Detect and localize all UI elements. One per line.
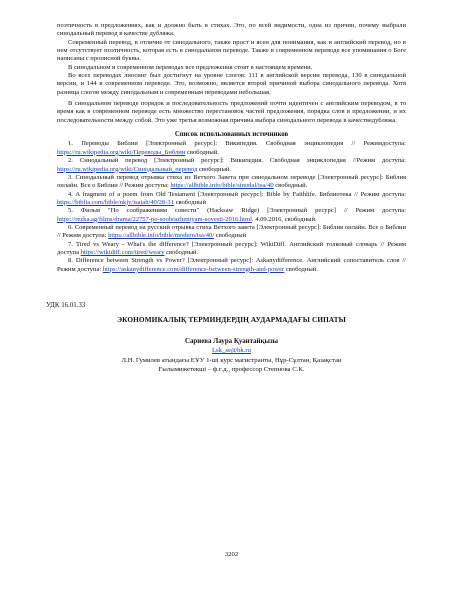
reference-link[interactable]: https://biblia.com/bible/nkjv/isaiah/40/28-31 <box>57 198 174 206</box>
author-email-line <box>57 347 406 355</box>
reference-link[interactable]: https://allbible.info/bible/modern/isa/40/ <box>108 232 215 240</box>
reference-number: 8. <box>68 257 73 265</box>
reference-tail: свободный. <box>284 265 318 273</box>
reference-tail: свободный. <box>197 165 232 173</box>
reference-text: Синодальный перевод [Электронный ресурс]: Википедия. Свободная энциклопедия //Режим доступа: <box>79 157 406 165</box>
reference-link[interactable]: https://askanydifference.com/difference-between-strength-and-power <box>102 265 285 273</box>
reference-number: 4. <box>68 190 73 198</box>
article-title: ЭКОНОМИКАЛЫҚ ТЕРМИНДЕРДІҢ АУДАРМАДАҒЫ СИПАТЫ <box>117 315 346 325</box>
author-name: Сариева Лаура Қуантайқызы <box>185 337 278 345</box>
paragraph: В синодальном и современном переводах все предложения стоят в настоящем времени. <box>68 63 313 71</box>
references-title: Список использованных источников <box>174 131 289 139</box>
reference-item <box>57 140 406 157</box>
reference-link[interactable]: https://ru.wikipedia.org/wiki/Синодальный_перевод <box>57 165 198 173</box>
reference-text: Переводы Библии [Электронный ресурс]: Википедия. Свободная энциклопедия // Режимдоступа: <box>81 140 406 148</box>
reference-text: A fragment of a poem from Old Testament [Электронный ресурс]: Bible by Faithlife. Библиотека // Режим доступа: <box>75 190 406 198</box>
reference-item <box>57 191 406 208</box>
reference-number: 5. <box>68 207 73 215</box>
reference-text: Синодальный перевод отрывка стиха из Ветхого Завета при синодальном переводе [Электронный ресурс]: Библия онлайн. Все о Библии // Режим доступа: <box>57 173 407 190</box>
paragraph: поэтичность в предложениях, как и должно быть в стихах. Это, по всей видимости, одна из причин, почему выбрали синодальный перевод в качестве дубляжа. <box>57 22 406 38</box>
reference-number: 6. <box>68 223 73 231</box>
body-text <box>46 22 407 374</box>
reference-item <box>57 207 406 224</box>
paragraph: Современный перевод, в отличие от синодального, также прост и ясен для понимания, как и английский перевод, но в нем отсутствует поэтичность, которая есть в синодальном переводе. Также в современном переводе все упоминания о Боге написаны с прописной буквы. <box>57 38 406 63</box>
references-list <box>57 140 406 274</box>
reference-item <box>57 257 406 274</box>
author-affiliation: Л.Н. Гумилев атындағы ЕҰУ 1-ші курс магистранты, Нұр-Сұлтан, Қазақстан <box>121 357 342 365</box>
reference-text: Фильм "По соображениям совести" (Hacksaw Ridge) [Электронный ресурс] // Режим доступа: <box>80 207 406 215</box>
reference-tail: свободный. <box>164 248 199 256</box>
reference-tail: свободный <box>173 198 206 206</box>
scientific-supervisor: Ғылымижетекші – ф.ғ.д., профессор Степнова С.К. <box>158 365 305 373</box>
reference-item <box>57 157 406 174</box>
reference-link[interactable]: https://wikidiff.com/tired/weary <box>80 248 165 256</box>
reference-number: 3. <box>68 173 73 181</box>
reference-tail: свободный <box>214 232 247 240</box>
udc-code: УДК 16.01.33 <box>46 301 86 309</box>
reference-link[interactable]: https://ru.wikipedia.org/wiki/Переводы_Библии <box>57 148 186 156</box>
reference-link[interactable]: https://allbible.info/bible/sinodal/isa/40 <box>170 182 274 190</box>
reference-tail: свободный. <box>273 182 308 190</box>
reference-text: Tired vs Weary - What's the difference? [Электронный ресурс]: WikiDiff. Английский толковый словарь // Режим доступа <box>57 240 406 256</box>
reference-text: Difference between Strength vs Power? [Электронный ресурс]: Askanydifference. Английский сопоставитель слов // Режим доступа: <box>57 257 406 273</box>
paragraph: В синодальном переводе порядок и последовательность предложений почти идентичен с английским переводом, в то время как в современном переводе есть множество перестановок частей предложения, порядка слов в предложении, и их последовательности между собой. Это уже третья возможная причина выбора синодального перевода в качестведубляжа. <box>57 100 406 124</box>
paragraph: Во всех переводах лиосинг был достигнут на уровне слогов: 111 в английской версии перевода, 130 в синодальной версии, и 144 в современном переводе. Это, возможно, является второй причиной выбора синодального перевода. Хотя разница слогов между синодальным и современным переводами небольшая. <box>57 72 406 96</box>
reference-item <box>57 241 406 258</box>
reference-text: Современный перевод на русский отрывка стиха Ветхого завета [Электронный ресурс]: Библия онлайн. Все о Библии // Режим доступа: <box>57 223 406 240</box>
reference-link[interactable]: https://rezka.ag/films/drama/22757-po-soobrazheniyam-sovesti-2016.html <box>57 215 252 223</box>
reference-number: 1. <box>68 140 73 148</box>
author-email[interactable]: Lsk_se@bk.ru <box>211 347 252 354</box>
reference-number: 2. <box>68 157 73 165</box>
reference-item <box>57 174 406 191</box>
reference-tail: . 4.09.2016, свободный. <box>251 215 317 223</box>
reference-tail: свободный. <box>185 148 219 156</box>
page-number: 3202 <box>224 551 239 558</box>
reference-number: 7. <box>68 240 73 248</box>
reference-item <box>57 224 406 241</box>
